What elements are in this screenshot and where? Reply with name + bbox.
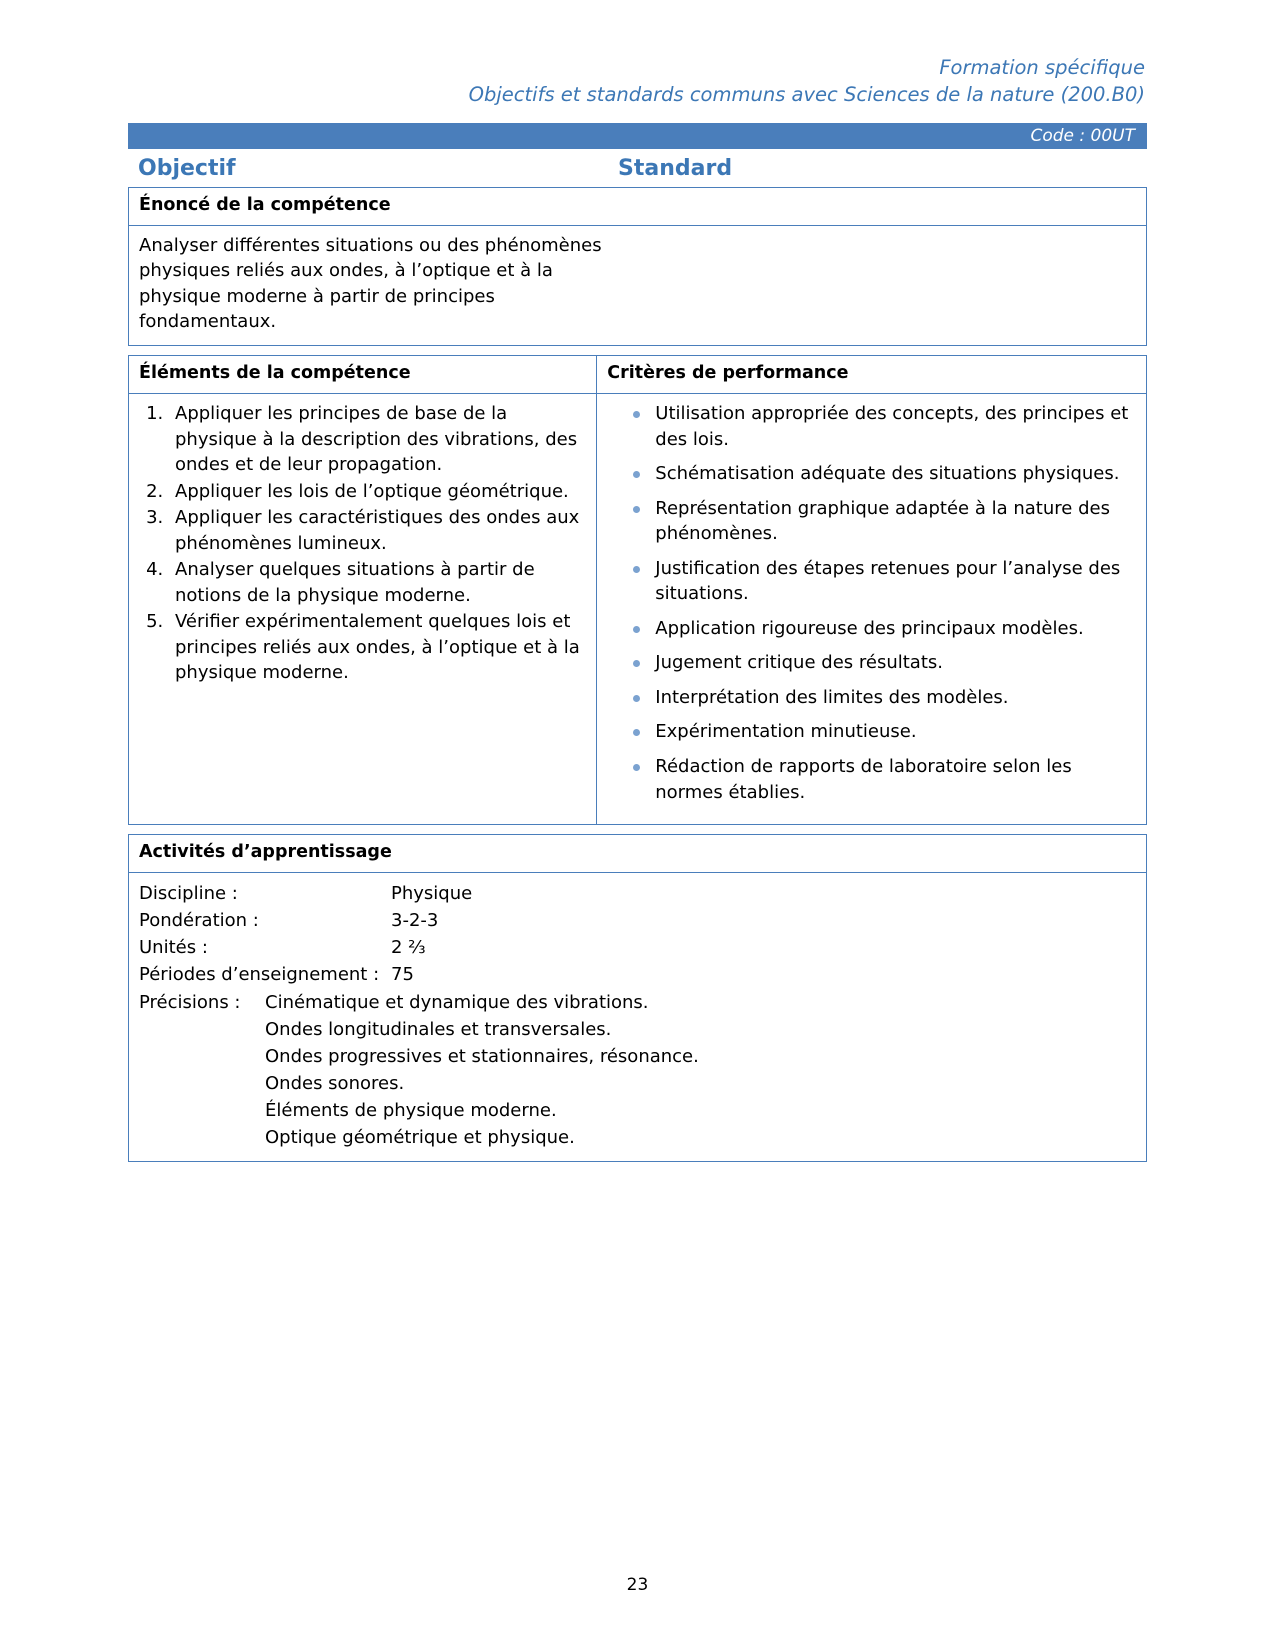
row-value: 2 ⅔: [391, 937, 426, 959]
list-item: 1. Appliquer les principes de base de la physique à la description des vibrations, des ondes et de leur propagation.: [169, 401, 586, 478]
table-row: [139, 907, 1136, 934]
list-item: Utilisation appropriée des concepts, des principes et des lois.: [633, 401, 1136, 452]
activites-body: [129, 873, 1147, 1162]
document-header: [128, 55, 1147, 109]
list-item: 4. Analyser quelques situations à partir de notions de la physique moderne.: [169, 557, 586, 608]
list-item: Représentation graphique adaptée à la nature des phénomènes.: [633, 496, 1136, 547]
list-item: Jugement critique des résultats.: [633, 650, 1136, 676]
list-item: Justification des étapes retenues pour l’analyse des situations.: [633, 556, 1136, 607]
list-item: Éléments de physique moderne.: [265, 1100, 557, 1122]
list-item: Application rigoureuse des principaux modèles.: [633, 616, 1136, 642]
header-line-1: Formation spécifique: [939, 56, 1145, 79]
row-label: Unités :: [139, 937, 208, 959]
enonce-text: Analyser différentes situations ou des phénomènes physiques reliés aux ondes, à l’optique et à la physique moderne à partir de principes fondamentaux.: [139, 234, 602, 333]
criteres-title: Critères de performance: [597, 356, 1147, 394]
precisions-label: Précisions :: [139, 992, 241, 1014]
elements-list: [139, 401, 586, 686]
table-row: [139, 934, 1136, 961]
list-item: Optique géométrique et physique.: [265, 1127, 575, 1149]
criteres-cell: [597, 394, 1147, 825]
elements-title: Éléments de la compétence: [129, 356, 597, 394]
list-item: Expérimentation minutieuse.: [633, 719, 1136, 745]
activites-title: Activités d’apprentissage: [129, 835, 1147, 873]
table-row: [139, 961, 1136, 988]
enonce-table: [128, 187, 1147, 346]
enonce-body: [129, 225, 1147, 345]
list-item: 5. Vérifier expérimentalement quelques lois et principes reliés aux ondes, à l’optique et à la physique moderne.: [169, 609, 586, 686]
criteres-list: [607, 401, 1136, 805]
header-line-2: Objectifs et standards communs avec Sciences de la nature (200.B0): [468, 82, 1145, 106]
column-headings: [128, 156, 1147, 181]
row-label: Périodes d’enseignement :: [139, 964, 380, 986]
list-item: 3. Appliquer les caractéristiques des ondes aux phénomènes lumineux.: [169, 505, 586, 556]
row-value: 75: [391, 964, 414, 986]
elements-cell: [129, 394, 597, 825]
precisions-list: [265, 989, 699, 1151]
list-item: Schématisation adéquate des situations physiques.: [633, 461, 1136, 487]
page-number: 23: [626, 1575, 649, 1595]
enonce-title: Énoncé de la compétence: [129, 187, 1147, 225]
competency-code-bar: Code : 00UT: [128, 123, 1147, 149]
row-label: Pondération :: [139, 910, 259, 932]
list-item: Ondes longitudinales et transversales.: [265, 1019, 612, 1041]
activites-grid: [139, 880, 1136, 1151]
precisions-row: [139, 989, 1136, 1151]
column-heading-objectif: Objectif: [138, 155, 236, 181]
column-heading-standard: Standard: [618, 155, 733, 181]
list-item: 2. Appliquer les lois de l’optique géométrique.: [169, 479, 586, 505]
row-value: 3-2-3: [391, 910, 439, 932]
list-item: Ondes progressives et stationnaires, résonance.: [265, 1046, 699, 1068]
competence-table: [128, 355, 1147, 825]
activites-table: [128, 834, 1147, 1162]
table-row: [139, 880, 1136, 907]
list-item: Rédaction de rapports de laboratoire selon les normes établies.: [633, 754, 1136, 805]
list-item: Ondes sonores.: [265, 1073, 405, 1095]
list-item: Cinématique et dynamique des vibrations.: [265, 992, 649, 1014]
row-value: Physique: [391, 883, 473, 905]
row-label: Discipline :: [139, 883, 238, 905]
list-item: Interprétation des limites des modèles.: [633, 685, 1136, 711]
